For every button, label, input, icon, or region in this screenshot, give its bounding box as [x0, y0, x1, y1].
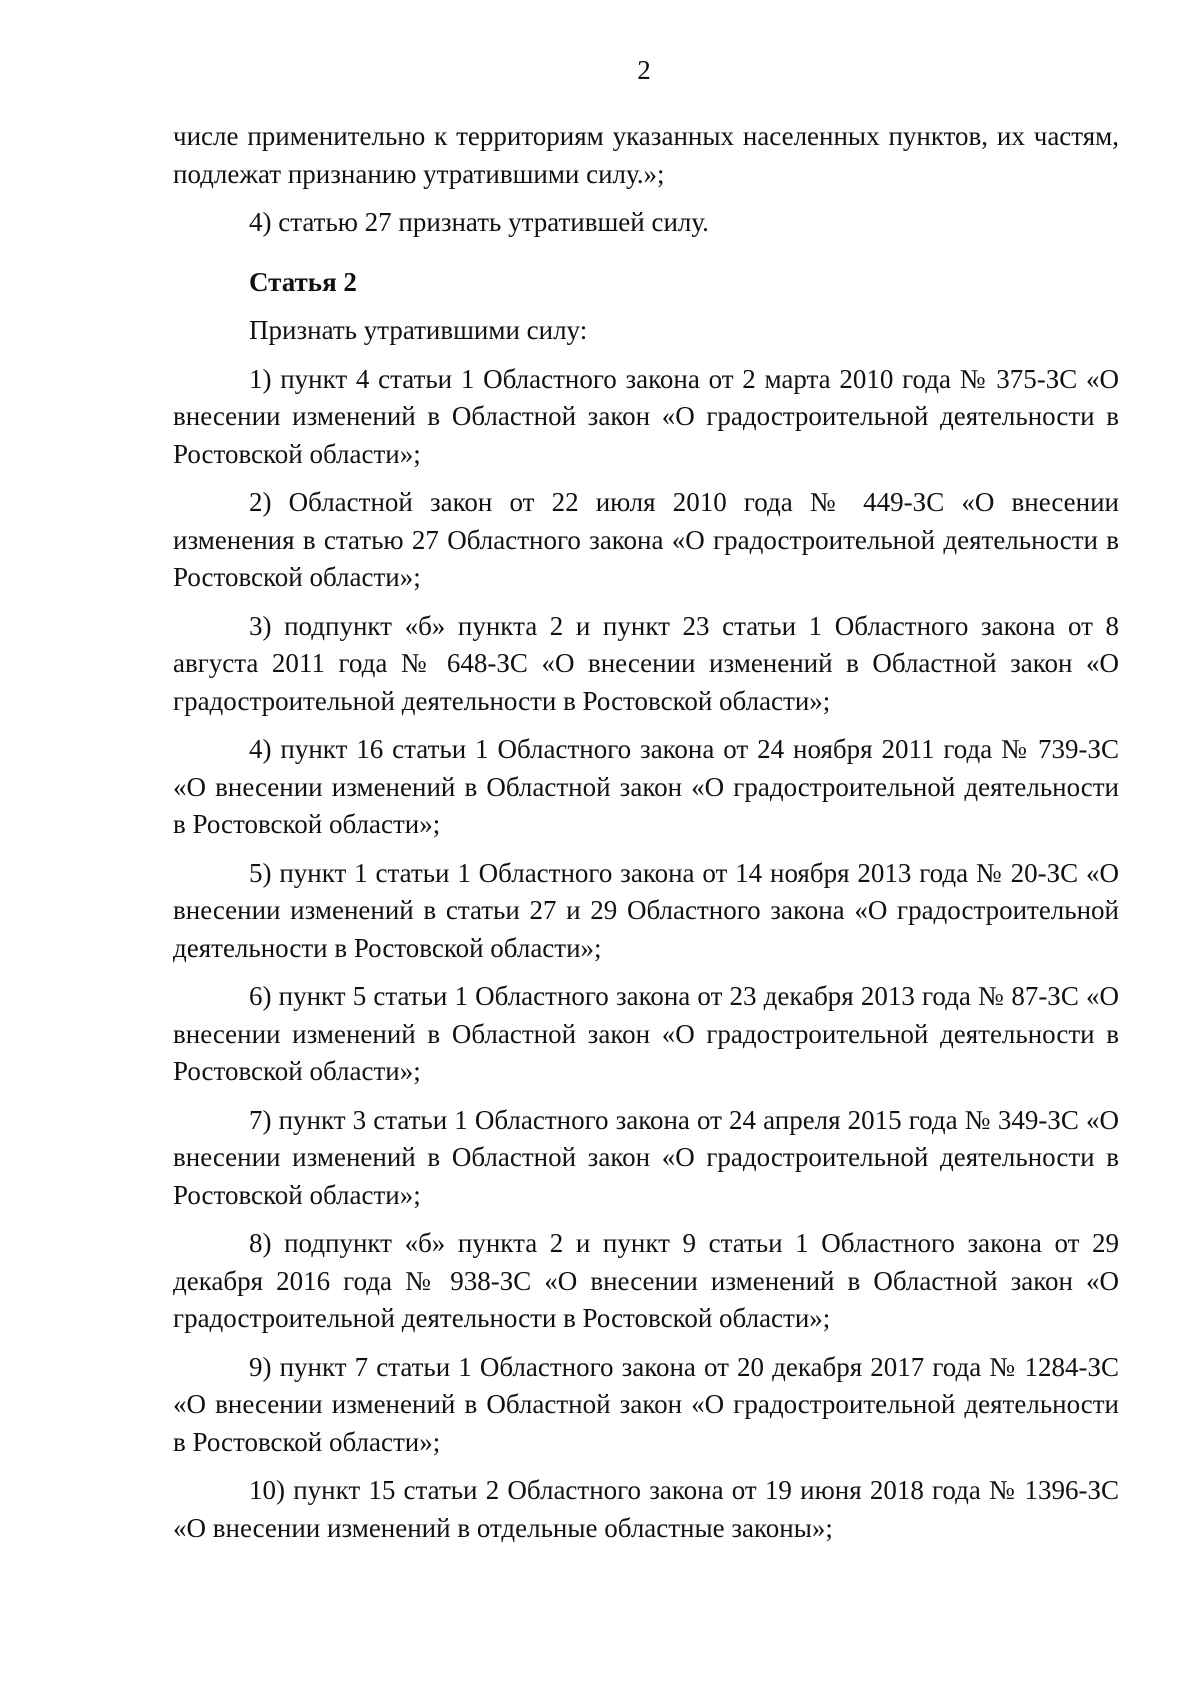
continuation-paragraph: числе применительно к территориям указанных населенных пунктов, их частям, подлежат признанию утратившими силу.»;: [173, 121, 1119, 189]
repeal-item-6: 6) пункт 5 статьи 1 Областного закона от 23 декабря 2013 года № 87-ЗС «О внесении изменений в Областной закон «О градостроительной деятельности в Ростовской области»;: [173, 981, 1119, 1086]
page-number: 2: [637, 55, 651, 85]
repeal-item-10: 10) пункт 15 статьи 2 Областного закона от 19 июня 2018 года № 1396-ЗС «О внесении изменений в отдельные областные законы»;: [173, 1475, 1119, 1543]
article-heading: Статья 2: [249, 266, 357, 297]
document-body: [173, 118, 1119, 1547]
repeal-item-7: 7) пункт 3 статьи 1 Областного закона от 24 апреля 2015 года № 349-ЗС «О внесении изменений в Областной закон «О градостроительной деятельности в Ростовской области»;: [173, 1104, 1119, 1210]
article-intro: Признать утратившими силу:: [249, 315, 588, 345]
repeal-item-2: 2) Областной закон от 22 июля 2010 года № 449-ЗС «О внесении изменения в статью 27 Областного закона «О градостроительной деятельности в Ростовской области»;: [173, 487, 1119, 592]
repeal-item-3: 3) подпункт «б» пункта 2 и пункт 23 статьи 1 Областного закона от 8 августа 2011 года № 648-ЗС «О внесении изменений в Областной закон «О градостроительной деятельности в Ростовской области»;: [173, 610, 1119, 716]
repeal-item-1: 1) пункт 4 статьи 1 Областного закона от 2 марта 2010 года № 375-ЗС «О внесении изменений в Областной закон «О градостроительной деятельности в Ростовской области»;: [173, 363, 1119, 469]
repeal-item-8: 8) подпункт «б» пункта 2 и пункт 9 статьи 1 Областного закона от 29 декабря 2016 года № 938-ЗС «О внесении изменений в Областной закон «О градостроительной деятельности в Ростовской области»;: [173, 1228, 1119, 1333]
amendment-item-4: 4) статью 27 признать утратившей силу.: [249, 207, 709, 237]
repeal-item-9: 9) пункт 7 статьи 1 Областного закона от 20 декабря 2017 года № 1284-ЗС «О внесении изменений в Областной закон «О градостроительной деятельности в Ростовской области»;: [173, 1351, 1119, 1457]
repeal-item-5: 5) пункт 1 статьи 1 Областного закона от 14 ноября 2013 года № 20-ЗС «О внесении изменений в статьи 27 и 29 Областного закона «О градостроительной деятельности в Ростовской области»;: [173, 857, 1119, 963]
repeal-item-4: 4) пункт 16 статьи 1 Областного закона от 24 ноября 2011 года № 739-ЗС «О внесении изменений в Областной закон «О градостроительной деятельности в Ростовской области»;: [173, 734, 1119, 839]
